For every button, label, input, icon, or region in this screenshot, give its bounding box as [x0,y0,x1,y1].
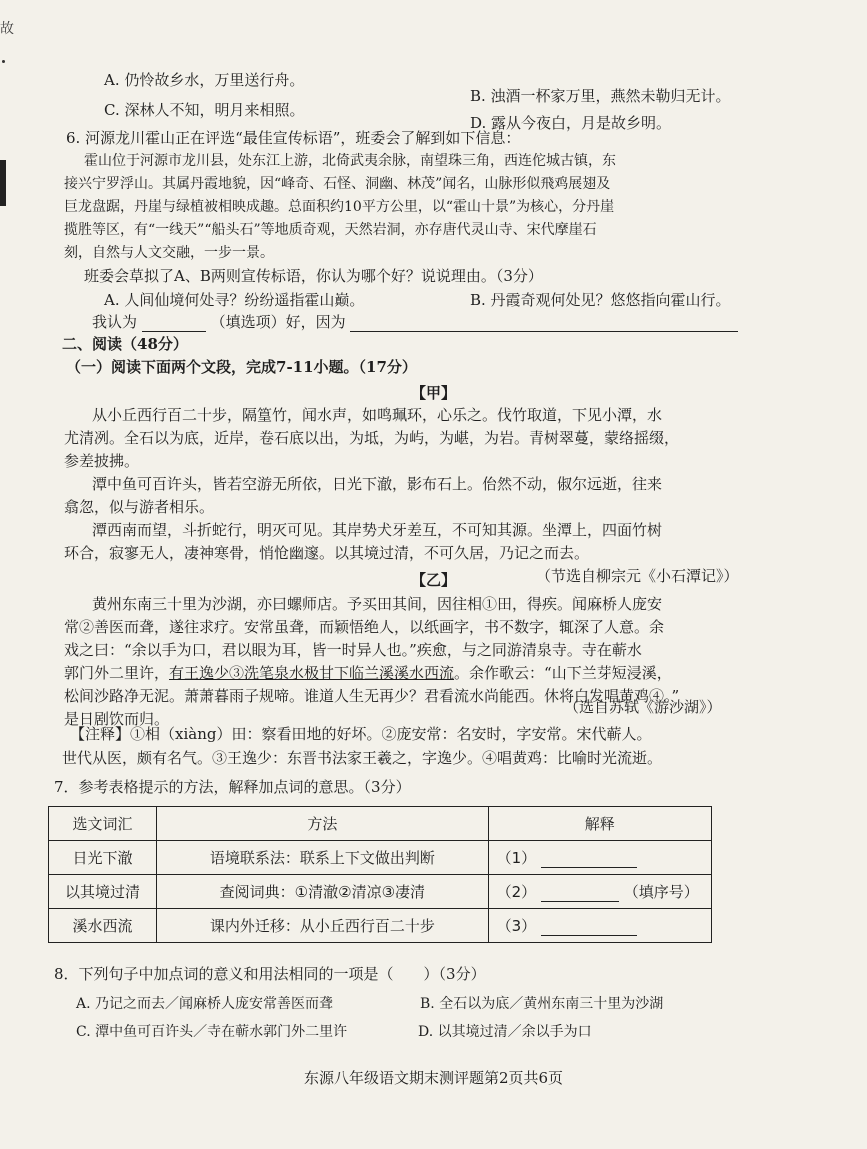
page-footer: 东源八年级语文期末测评题第2页共6页 [303,1069,564,1087]
passage-yi-line: 松间沙路净无泥。萧萧暮雨子规啼。谁道人生无再少？君看流水尚能西。休将白发唱黄鸡④。” [64,687,680,705]
q6-answer-line [92,312,738,332]
q6-stem: 6. 河源龙川霍山正在评选“最佳宣传标语”，班委会了解到如下信息： [66,129,521,147]
table-cell-word: 日光下澈 [49,841,157,875]
passage-yi-line: 常②善医而聋，遂往求疗。安常虽聋，而颖悟绝人，以纸画字，书不数字，辄深了人意。余 [64,618,665,636]
passage-yi-label: 【乙】 [410,571,456,589]
q7-table [48,806,712,943]
q6-info-line: 刻，自然与人文交融，一步一景。 [64,245,274,261]
table-row [49,875,712,909]
table-cell-word: 以其境过清 [49,875,157,909]
table-row [49,841,712,875]
part1-title: （一）阅读下面两个文段，完成7-11小题。（17分） [66,358,417,376]
q6-info-line: 霍山位于河源市龙川县，处东江上游，北倚武夷余脉，南望珠三角，西连佗城古镇，东 [84,153,616,169]
table-header-cell: 方法 [157,807,489,841]
table-header-cell: 解释 [488,807,711,841]
answer-blank-2[interactable] [541,885,619,902]
table-cell-answer [488,875,711,909]
passage-jia-line: 参差披拂。 [64,452,140,470]
table-cell-answer [488,909,711,943]
table-cell-method: 课内外迁移：从小丘西行百二十步 [157,909,489,943]
answer-suffix: （填序号） [623,883,699,901]
q8-option-b: B. 全石以为底／黄州东南三十里为沙湖 [420,996,664,1012]
q5-option-a: A. 仍怜故乡水，万里送行舟。 [104,71,305,89]
answer-number: （1） [496,849,537,867]
q6-answer-prefix: 我认为 [92,313,138,331]
q8-option-d: D. 以其境过清／余以手为口 [418,1024,592,1040]
annotation-line: 世代从医，颇有名气。③王逸少：东晋书法家王羲之，字逸少。④唱黄鸡：比喻时光流逝。 [62,749,663,767]
passage-jia-source: （节选自柳宗元《小石潭记》） [536,567,739,585]
passage-jia-line: 从小丘西行百二十步，隔篁竹，闻水声，如鸣珮环，心乐之。伐竹取道，下见小潭，水 [92,406,663,424]
annotation-line: 【注释】①相（xiàng）田：察看田地的好坏。②庞安常：名安时，字安常。宋代蕲人。 [70,725,652,743]
passage-yi-line: 是日剧饮而归。 [64,710,170,728]
q6-reason-blank[interactable] [350,315,738,332]
table-cell-answer [488,841,711,875]
scan-edge-bar [0,160,6,206]
answer-blank-1[interactable] [541,851,637,868]
passage-yi-line [64,663,672,683]
passage-jia-line: 环合，寂寥无人，凄神寒骨，悄怆幽邃。以其境过清，不可久居，乃记之而去。 [64,544,590,562]
answer-number: （3） [496,917,537,935]
q6-info-line: 巨龙盘踞，丹崖与绿植被相映成趣。总面积约10平方公里，以“霍山十景”为核心，分丹崖 [64,199,615,215]
q6-slogan-b: B. 丹霞奇观何处见？悠悠指向霍山行。 [470,291,731,309]
q7-stem: 7．参考表格提示的方法，解释加点词的意思。（3分） [54,778,411,796]
q8-stem: 8．下列句子中加点词的意义和用法相同的一项是（ ）（3分） [54,965,486,983]
q6-info-line: 接兴宁罗浮山。其属丹霞地貌，因“峰奇、石怪、洞幽、林茂”闻名，山脉形似飛鸡展翅及 [64,176,611,192]
answer-blank-3[interactable] [541,919,637,936]
passage-yi-line: 戏之曰：“余以手为口，君以眼为耳，皆一时异人也。”疾愈，与之同游清泉寺。寺在蕲水 [64,641,642,659]
table-cell-word: 溪水西流 [49,909,157,943]
q6-info-line: 揽胜等区，有“一线天”“船头石”等地质奇观，天然岩洞，亦存唐代灵山寺、宋代摩崖石 [64,222,597,238]
answer-number: （2） [496,883,537,901]
q6-choice-blank[interactable] [142,315,206,332]
table-header-cell: 选文词汇 [49,807,157,841]
scan-dot [2,60,5,63]
passage-jia-label: 【甲】 [410,384,456,402]
q6-slogan-a: A. 人间仙境何处寻？纷纷遥指霍山巅。 [104,291,365,309]
section2-title: 二、阅读（48分） [62,335,188,353]
q6-answer-mid: （填选项）好，因为 [210,313,346,331]
q6-prompt: 班委会草拟了A、B两则宣传标语，你认为哪个好？说说理由。（3分） [84,267,543,285]
passage-yi-text: 。余作歌云：“山下兰芽短浸溪， [454,664,672,682]
passage-jia-line: 翕忽，似与游者相乐。 [64,498,215,516]
passage-jia-line: 潭西南而望，斗折蛇行，明灭可见。其岸势犬牙差互，不可知其源。坐潭上，四面竹树 [92,521,663,539]
q5-option-b: B. 浊酒一杯家万里，燕然未勒归无计。 [470,87,731,105]
passage-yi-text: 郭门外二里许， [64,664,170,682]
q8-option-a: A. 乃记之而去／闻麻桥人庞安常善医而聋 [76,996,334,1012]
q8-option-c: C. 潭中鱼可百许头／寺在蕲水郭门外二里许 [76,1024,348,1040]
table-cell-method: 语境联系法：联系上下文做出判断 [157,841,489,875]
passage-yi-underlined-sentence: 有王逸少③洗笔泉水极甘下临兰溪溪水西流 [169,664,455,682]
table-cell-method: 查阅词典：①清澈②清凉③凄清 [157,875,489,909]
q5-option-c: C. 深林人不知，明月来相照。 [104,101,305,119]
passage-yi-line: 黄州东南三十里为沙湖，亦曰螺师店。予买田其间，因往相①田，得疾。闻麻桥人庞安 [92,595,663,613]
passage-jia-line: 潭中鱼可百许头，皆若空游无所依，日光下澈，影布石上。佁然不动，俶尔远逝，往来 [92,475,663,493]
passage-yi-source: （选自苏轼《游沙湖》） [564,698,722,716]
edge-fragment-text: 故 [0,21,14,37]
table-header-row [49,807,712,841]
table-row [49,909,712,943]
q5-option-d: D. 露从今夜白，月是故乡明。 [470,114,672,132]
passage-jia-line: 尤清冽。全石以为底，近岸，卷石底以出，为坻，为屿，为嵁，为岩。青树翠蔓，蒙络摇缀， [64,429,680,447]
